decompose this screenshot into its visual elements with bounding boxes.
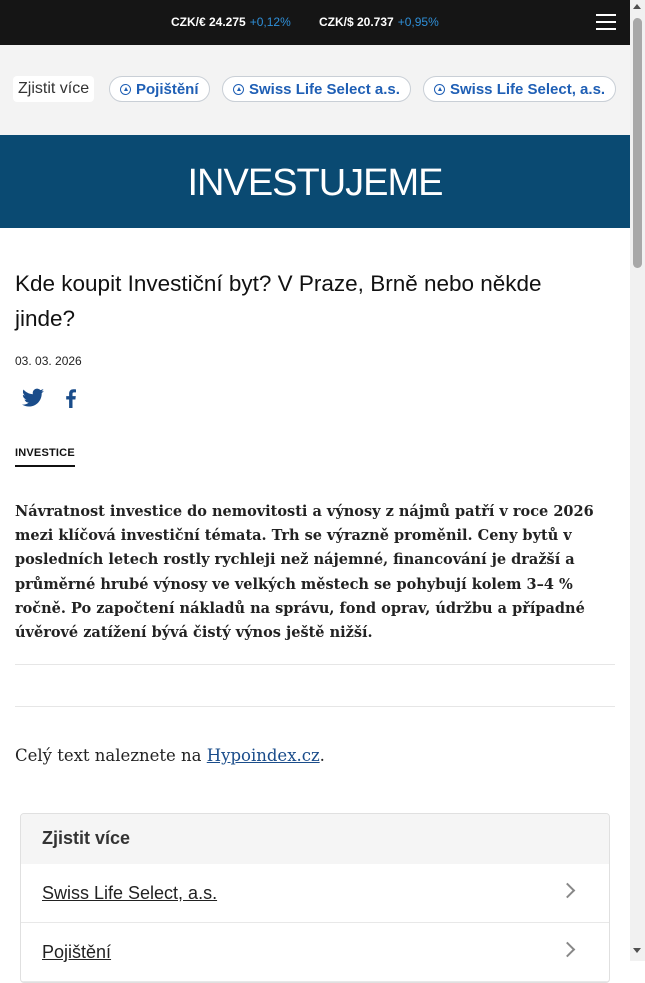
category-link[interactable]: INVESTICE (15, 447, 75, 467)
article-title: Kde koupit Investiční byt? V Praze, Brně nebo někde jinde? (15, 271, 542, 331)
scroll-up-arrow-icon[interactable] (633, 4, 641, 9)
brand-banner (0, 135, 630, 228)
learn-more-title: Zjistit více (21, 814, 609, 864)
chevron-right-icon (560, 883, 576, 899)
rate-usd-value: CZK/$ 20.737 (319, 15, 394, 29)
source-line (15, 746, 325, 765)
twitter-share-icon[interactable] (21, 386, 45, 410)
tag-pojisteni[interactable] (109, 76, 210, 102)
source-link[interactable]: Hypoindex.cz (206, 746, 320, 765)
hamburger-menu-icon[interactable] (596, 13, 618, 31)
rate-usd (319, 15, 439, 29)
article-date: 03. 03. 2026 (15, 354, 82, 368)
tag-arrow-icon (233, 84, 244, 95)
divider (15, 706, 615, 707)
source-prefix: Celý text naleznete na (15, 746, 207, 765)
rate-eur (171, 15, 291, 29)
rate-eur-change: +0,12% (249, 15, 291, 29)
tags-label: Zjistit více (13, 76, 94, 102)
tag-label: Pojištění (136, 81, 199, 98)
scroll-thumb[interactable] (633, 18, 642, 268)
source-suffix: . (319, 746, 325, 765)
learn-more-item-label: Swiss Life Select, a.s. (42, 883, 218, 903)
tag-label: Swiss Life Select, a.s. (450, 81, 606, 98)
facebook-share-icon[interactable] (59, 386, 83, 410)
learn-more-box (20, 813, 610, 983)
scroll-down-arrow-icon[interactable] (633, 948, 641, 953)
rate-eur-value: CZK/€ 24.275 (171, 15, 246, 29)
article-perex: Návratnost investice do nemovitosti a výnosy z nájmů patří v roce 2026 mezi klíčová investiční témata. Trh se výrazně proměnil. Ceny bytů v posledních letech rostly rychleji než nájemné, financování je dražší a průměrné hrubé výnosy ve velkých městech se pohybují kolem 3–4 % ročně. Po započtení nákladů na správu, fond oprav, údržbu a případné úvěrové zatížení bývá čistý výnos ještě nižší. (15, 503, 594, 642)
learn-more-item-pojisteni[interactable] (21, 923, 609, 982)
tag-arrow-icon (434, 84, 445, 95)
site-logo[interactable]: INVESTUJEME (187, 162, 443, 204)
tags-bar (0, 45, 630, 135)
learn-more-item-swiss-life[interactable] (21, 864, 609, 923)
tag-swiss-life-select-as[interactable] (222, 76, 411, 102)
tag-swiss-life-select-comma-as[interactable] (423, 76, 616, 102)
tag-arrow-icon (120, 84, 131, 95)
learn-more-item-label: Pojištění (42, 942, 112, 962)
rate-usd-change: +0,95% (397, 15, 439, 29)
scrollbar[interactable] (630, 0, 645, 961)
divider (15, 664, 615, 665)
top-bar (0, 0, 630, 45)
tag-label: Swiss Life Select a.s. (249, 81, 400, 98)
chevron-right-icon (560, 942, 576, 958)
